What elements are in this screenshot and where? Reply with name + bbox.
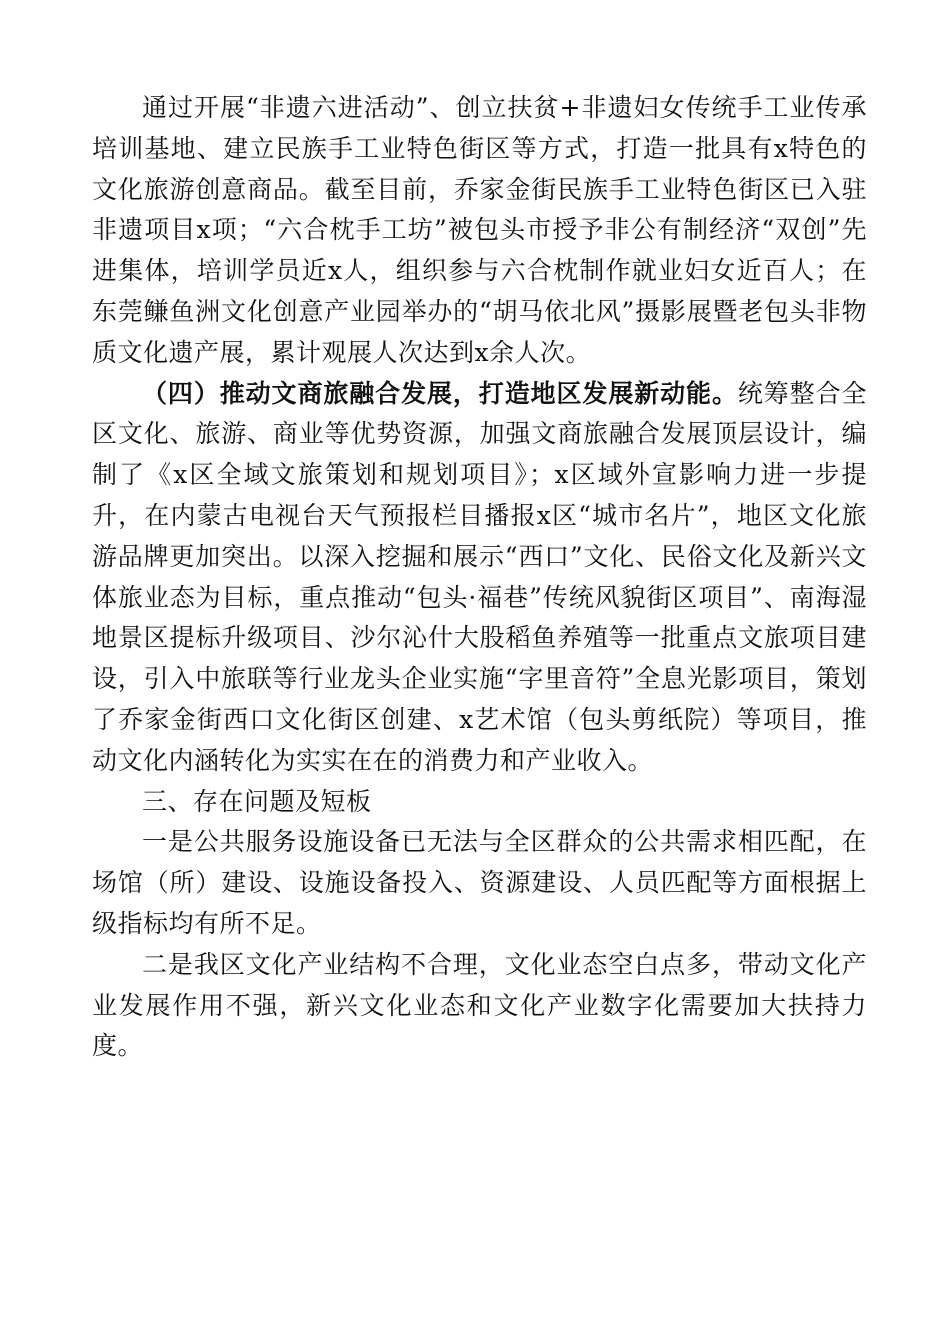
section-heading-four: （四）推动文商旅融合发展，打造地区发展新动能。 [142, 378, 738, 408]
section-heading-problems [92, 782, 867, 823]
paragraph-text: 通过开展“非遗六进活动”、创立扶贫+非遗妇女传统手工业传承培训基地、建立民族手工业特色街区等方式，打造一批具有x特色的文化旅游创意商品。截至目前，乔家金街民族手工业特色街区已入驻非遗项目x项；“六合枕手工坊”被包头市授予非公有制经济“双创”先进集体，培训学员近x人，组织参与六合枕制作就业妇女近百人；在东莞鳒鱼洲文化创意产业园举办的“胡马依北风”摄影展暨老包头非物质文化遗产展，累计观展人次达到x余人次。 [92, 93, 867, 367]
heading-text: 三、存在问题及短板 [142, 786, 372, 816]
paragraph-text: 统筹整合全区文化、旅游、商业等优势资源，加强文商旅融合发展顶层设计，编制了《x区全域文旅策划和规划项目》；x区域外宣影响力进一步提升，在内蒙古电视台天气预报栏目播报x区“城市名片”，地区文化旅游品牌更加突出。以深入挖掘和展示“西口”文化、民俗文化及新兴文体旅业态为目标，重点推动“包头·福巷”传统风貌街区项目”、南海湿地景区提标升级项目、沙尔沁什大股稻鱼养殖等一批重点文旅项目建设，引入中旅联等行业龙头企业实施“字里音符”全息光影项目，策划了乔家金街西口文化街区创建、x艺术馆（包头剪纸院）等项目，推动文化内涵转化为实实在在的消费力和产业收入。 [92, 378, 867, 775]
paragraph-problem-two [92, 945, 867, 1067]
paragraph-text: 二是我区文化产业结构不合理，文化业态空白点多，带动文化产业发展作用不强，新兴文化业态和文化产业数字化需要加大扶持力度。 [92, 949, 867, 1061]
paragraph-problem-one [92, 822, 867, 944]
paragraph-heritage-activities [92, 88, 867, 374]
paragraph-text: 一是公共服务设施设备已无法与全区群众的公共需求相匹配，在场馆（所）建设、设施设备投入、资源建设、人员匹配等方面根据上级指标均有所不足。 [92, 827, 867, 938]
paragraph-culture-commerce-tourism [92, 374, 867, 782]
document-body [92, 88, 867, 1067]
